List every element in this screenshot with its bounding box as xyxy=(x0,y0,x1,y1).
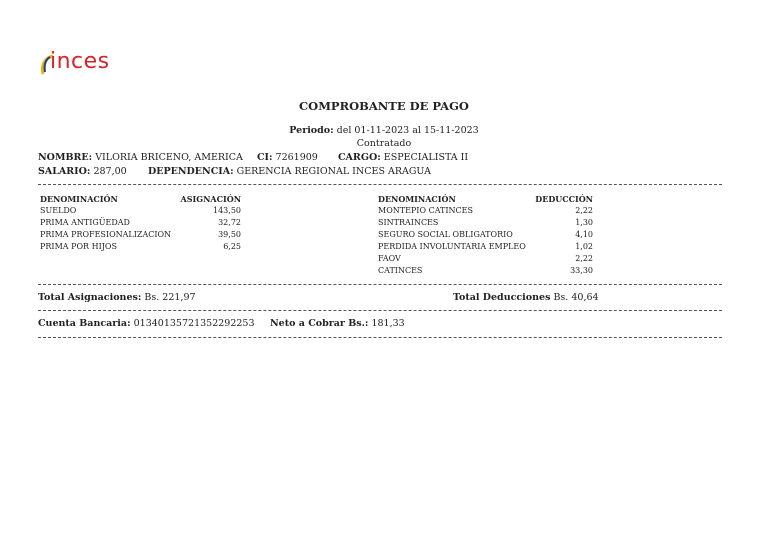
cargo-label: CARGO: xyxy=(338,152,381,163)
employee-name: VILORIA BRICENO, AMERICA xyxy=(95,152,243,163)
divider xyxy=(38,284,722,285)
asig-row-name: PRIMA POR HIJOS xyxy=(40,242,117,251)
bank-account-label: Cuenta Bancaria: xyxy=(38,318,131,329)
bank-account-value: 01340135721352292253 xyxy=(133,318,255,329)
document-title: COMPROBANTE DE PAGO xyxy=(299,99,469,113)
ded-row-name: FAOV xyxy=(378,254,401,263)
dependencia-label: DEPENDENCIA: xyxy=(148,166,234,177)
bank-account xyxy=(38,318,255,329)
ded-row-value: 2,22 xyxy=(575,254,593,263)
asig-row-value: 6,25 xyxy=(223,242,241,251)
employee-ci: 7261909 xyxy=(275,152,318,163)
total-asignaciones-label: Total Asignaciones: xyxy=(38,292,142,303)
asig-row-name: PRIMA PROFESIONALIZACION xyxy=(40,230,172,239)
total-asignaciones-value: Bs. 221,97 xyxy=(144,292,196,303)
net-pay xyxy=(270,318,405,329)
ded-row-name: CATINCES xyxy=(378,266,423,275)
ded-row-name: SEGURO SOCIAL OBLIGATORIO xyxy=(378,230,513,239)
ded-row-name: PERDIDA INVOLUNTARIA EMPLEO xyxy=(378,242,526,251)
period-line xyxy=(0,125,768,136)
total-deducciones-label: Total Deducciones xyxy=(453,292,551,303)
net-pay-value: 181,33 xyxy=(371,318,405,329)
asig-row-value: 143,50 xyxy=(213,206,241,215)
ded-row-value: 33,30 xyxy=(570,266,593,275)
ded-row-value: 1,30 xyxy=(575,218,593,227)
name-label: NOMBRE: xyxy=(38,152,93,163)
asig-row-name: PRIMA ANTIGÜEDAD xyxy=(40,218,130,227)
ded-row-name: MONTEPIO CATINCES xyxy=(378,206,473,215)
employee-salary: 287,00 xyxy=(93,166,127,177)
ded-row-name: SINTRAINCES xyxy=(378,218,439,227)
ded-header-value: DEDUCCIÓN xyxy=(535,194,593,204)
ded-row-value: 1,02 xyxy=(575,242,593,251)
divider xyxy=(38,184,722,185)
total-deducciones-value: Bs. 40,64 xyxy=(553,292,599,303)
employee-dependencia: GERENCIA REGIONAL INCES ARAGUA xyxy=(236,166,432,177)
salary-label: SALARIO: xyxy=(38,166,91,177)
employee-ci-line xyxy=(257,152,318,163)
employee-dependencia-line xyxy=(148,166,431,177)
ci-label: CI: xyxy=(257,152,273,163)
ded-header-name: DENOMINACIÓN xyxy=(378,194,456,204)
divider xyxy=(38,337,722,338)
asig-row-value: 32,72 xyxy=(218,218,241,227)
employee-cargo: ESPECIALISTA II xyxy=(383,152,469,163)
total-asignaciones xyxy=(38,292,196,303)
inces-logo xyxy=(40,49,120,78)
employee-cargo-line xyxy=(338,152,468,163)
contract-type: Contratado xyxy=(356,138,412,149)
period-value: del 01-11-2023 al 15-11-2023 xyxy=(336,125,479,136)
asig-header-name: DENOMINACIÓN xyxy=(40,194,118,204)
asig-row-name: SUELDO xyxy=(40,206,77,215)
asig-header-value: ASIGNACIÓN xyxy=(180,194,241,204)
ded-row-value: 2,22 xyxy=(575,206,593,215)
logo-text: inces xyxy=(50,49,110,74)
divider xyxy=(38,310,722,311)
asig-row-value: 39,50 xyxy=(218,230,241,239)
employee-name-line xyxy=(38,152,243,163)
ded-row-value: 4,10 xyxy=(575,230,593,239)
total-deducciones xyxy=(453,292,599,303)
net-pay-label: Neto a Cobrar Bs.: xyxy=(270,318,369,329)
period-label: Periodo: xyxy=(289,125,334,136)
employee-salary-line xyxy=(38,166,127,177)
